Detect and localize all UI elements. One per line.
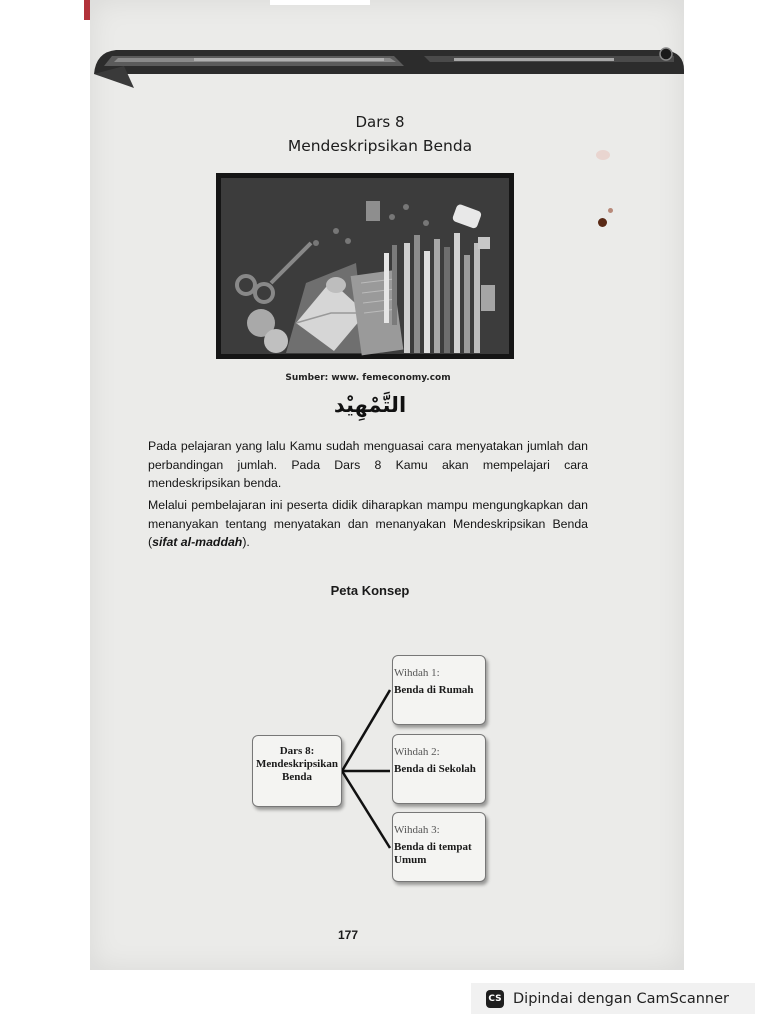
concept-unit-text: Benda di Sekolah	[394, 763, 476, 775]
ink-stain	[598, 218, 607, 227]
concept-center-label: Dars 8:	[279, 745, 315, 757]
intro-paragraph-2-emphasis: sifat al-maddah	[152, 535, 243, 549]
concept-unit-label: Wihdah 1:	[394, 667, 440, 679]
scanner-watermark-text: Dipindai dengan CamScanner	[513, 990, 730, 1007]
concept-unit-box	[392, 734, 486, 804]
ink-stain	[596, 150, 610, 160]
photo-caption: Sumber: www. femeconomy.com	[285, 373, 451, 383]
intro-paragraph-1: Pada pelajaran yang lalu Kamu sudah menguasai cara menyatakan jumlah dan perbandingan jumlah. Pada Dars 8 Kamu akan mempelajari cara mendeskripsikan benda.	[148, 439, 588, 490]
lesson-number: Dars 8	[355, 113, 405, 131]
camscanner-logo-icon: CS	[486, 990, 504, 1008]
ink-stain	[608, 208, 613, 213]
concept-unit-label: Wihdah 2:	[394, 746, 440, 758]
concept-center-box	[252, 735, 342, 807]
concept-unit-box	[392, 812, 486, 882]
scan-left-margin	[0, 0, 84, 1024]
stationery-photo	[216, 173, 514, 359]
concept-map-heading: Peta Konsep	[330, 583, 410, 598]
concept-map	[240, 645, 500, 885]
chapter-banner	[94, 44, 684, 90]
intro-paragraph-2-end: ).	[242, 535, 250, 549]
concept-center-text: Mendeskripsikan Benda	[256, 758, 338, 783]
concept-unit-text: Benda di Rumah	[394, 684, 474, 696]
page-top-strip	[270, 0, 370, 5]
page-number: 177	[337, 928, 359, 942]
intro-paragraph-2-text: Melalui pembelajaran ini peserta didik diharapkan mampu mengungkapkan dan menanyakan tentang menyatakan dan menanyakan Mendeskripsikan Benda (	[148, 498, 588, 549]
concept-unit-text: Benda di tempat Umum	[394, 841, 472, 866]
concept-unit-box	[392, 655, 486, 725]
concept-unit-label: Wihdah 3:	[394, 824, 440, 836]
section-heading-arabic: التَّمْهِيْد	[333, 393, 407, 417]
lesson-title: Mendeskripsikan Benda	[287, 137, 473, 155]
intro-paragraph-2	[148, 496, 588, 552]
scanner-watermark	[471, 983, 755, 1014]
